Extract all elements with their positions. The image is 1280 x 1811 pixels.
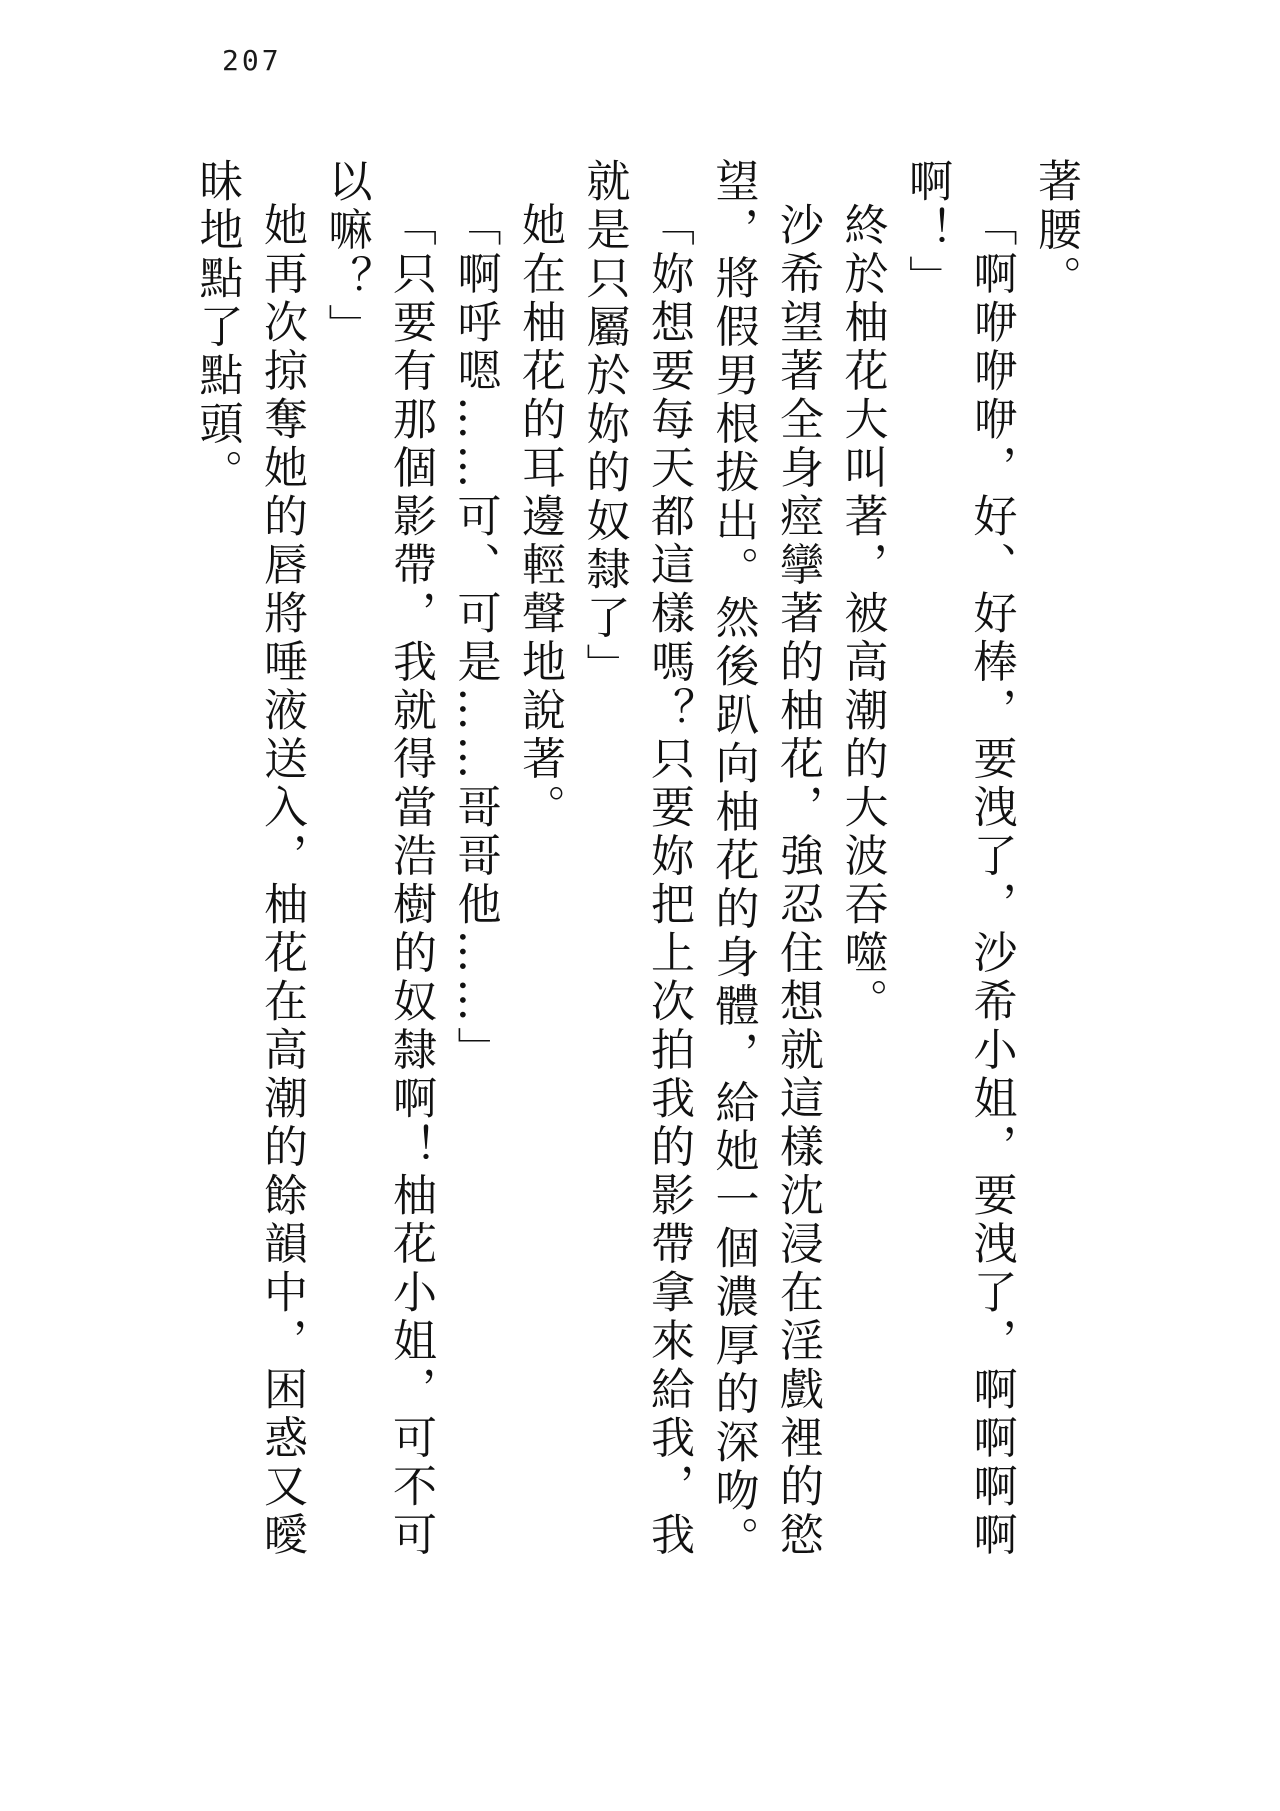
text-column: 她再次掠奪她的唇將唾液送入，柚花在高潮的餘韻中，困惑又曖 (256, 202, 307, 1560)
text-column: 終於柚花大叫著，被高潮的大波吞噬。 (836, 202, 888, 1027)
text-column: 望，將假男根拔出。然後趴向柚花的身體，給她一個濃厚的深吻。 (707, 158, 759, 1565)
text-column: 沙希望著全身痙攣著的柚花，強忍住想就這樣沈浸在淫戲裡的慾 (772, 202, 823, 1560)
text-column: 「啊呼嗯……可、可是……哥哥他……」 (449, 202, 501, 1075)
text-column: 昧地點了點頭。 (191, 158, 243, 498)
text-column: 「啊咿咿咿，好、好棒，要洩了，沙希小姐，要洩了，啊啊啊啊 (965, 202, 1017, 1560)
text-column: 著腰。 (1030, 158, 1081, 304)
text-column: 以嘛？」 (320, 158, 372, 352)
text-column: 就是只屬於妳的奴隸了」 (578, 158, 630, 692)
text-column: 她在柚花的耳邊輕聲地說著。 (514, 202, 565, 833)
text-column: 啊！」 (901, 158, 952, 304)
body-text (184, 158, 1087, 1588)
page-number: 207 (222, 44, 282, 77)
text-column: 「妳想要每天都這樣嗎？只要妳把上次拍我的影帶拿來給我，我 (643, 202, 694, 1560)
text-column: 「只要有那個影帶，我就得當浩樹的奴隸啊！柚花小姐，可不可 (385, 202, 436, 1560)
